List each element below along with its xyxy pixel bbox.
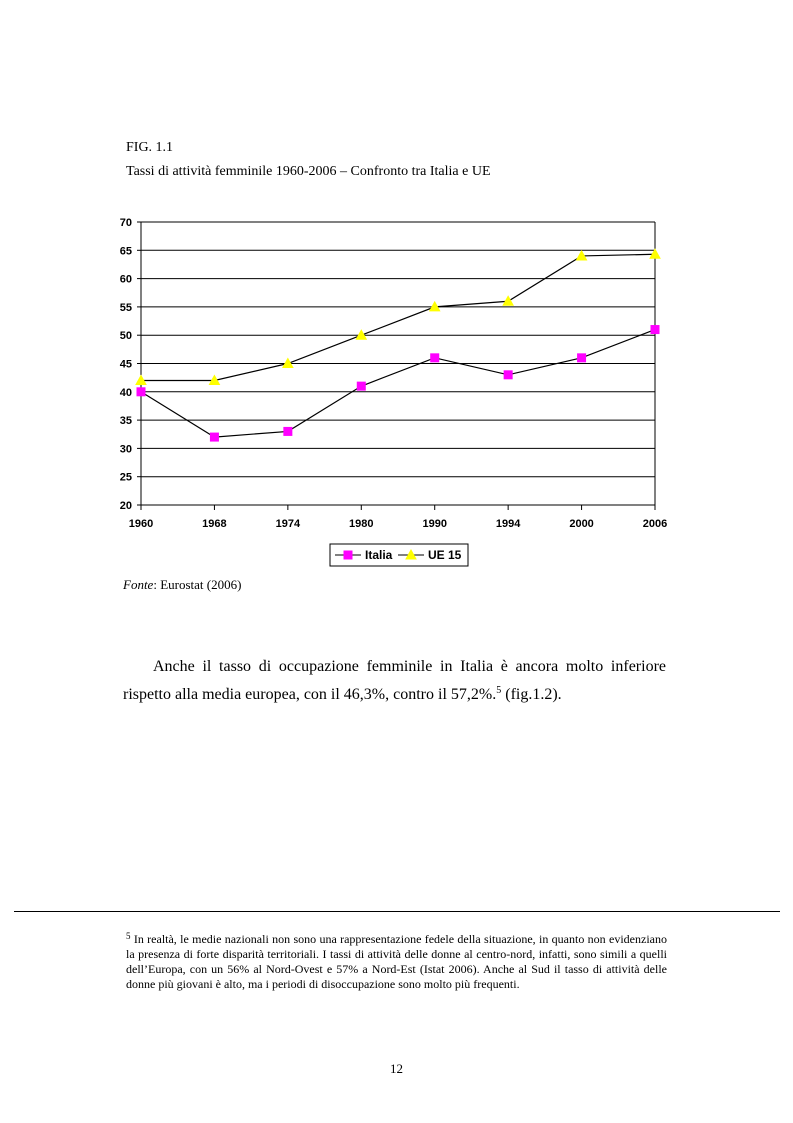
x-tick-label: 2000: [569, 518, 594, 530]
chart-series: [136, 249, 660, 441]
y-tick-label: 45: [119, 358, 132, 371]
body-text: Anche il tasso di occupazione femminile in Italia è ancora molto inferiore rispetto alla media europea, con il 46,3%, contro il 57,2%.: [123, 658, 666, 703]
footnote-separator: [14, 911, 780, 912]
x-tick-label: 1960: [128, 518, 154, 530]
x-tick-label: 1990: [422, 518, 447, 530]
page-number: 12: [390, 1061, 403, 1076]
data-point-ue-15: [503, 296, 513, 305]
chart-gridlines: [141, 222, 655, 505]
x-tick-label: 1980: [349, 518, 374, 530]
y-tick-label: 65: [119, 245, 132, 258]
footnote-reference[interactable]: 5: [496, 685, 502, 696]
y-tick-label: 35: [119, 415, 132, 428]
data-point-italia: [578, 354, 586, 362]
data-point-italia: [137, 388, 145, 396]
y-tick-label: 20: [119, 500, 132, 512]
x-tick-label: 2006: [642, 518, 668, 530]
legend-label-ue-15: UE 15: [428, 548, 462, 562]
figure-caption: Tassi di attività femminile 1960-2006 – Confronto tra Italia e UE: [126, 164, 491, 179]
x-tick-label: 1994: [495, 518, 521, 530]
y-tick-label: 70: [119, 217, 132, 229]
legend-label-italia: Italia: [365, 548, 393, 562]
x-tick-label: 1974: [275, 518, 301, 530]
x-tick-label: 1968: [202, 518, 227, 530]
y-tick-label: 30: [119, 443, 132, 456]
footnote-number: 5: [126, 931, 131, 941]
data-point-italia: [431, 354, 439, 362]
y-tick-label: 25: [119, 471, 132, 484]
data-point-italia: [651, 326, 659, 334]
y-tick-label: 40: [119, 386, 132, 399]
figure-label: FIG. 1.1: [126, 140, 174, 155]
source-text: : Eurostat (2006): [153, 577, 242, 592]
data-point-italia: [504, 371, 512, 379]
y-tick-label: 60: [119, 273, 132, 286]
data-point-italia: [210, 433, 218, 441]
source-label: Fonte: [123, 577, 154, 592]
data-point-italia: [357, 382, 365, 390]
footnote: [126, 932, 667, 992]
footnote-text: In realtà, le medie nazionali non sono una rappresentazione fedele della situazione, in quanto non evidenziano la presenza di forte disparità territoriali. I tassi di attività delle donne al centro-nord, infatti, sono simili a quelli dell’Europa, con un 56% al Nord-Ovest e 57% a Nord-Est (Istat 2006). Anche al Sud il tasso di attività delle donne più giovani è alto, ma i periodi di disoccupazione sono molto più frequenti.: [126, 932, 667, 991]
chart-legend: [330, 544, 468, 566]
y-tick-label: 55: [119, 301, 132, 314]
data-point-italia: [284, 427, 292, 435]
legend-marker-italia: [344, 551, 352, 559]
body-text-end: (fig.1.2).: [501, 686, 562, 703]
figure-source: [123, 577, 241, 593]
y-tick-label: 50: [119, 330, 132, 343]
body-paragraph: [123, 653, 666, 709]
